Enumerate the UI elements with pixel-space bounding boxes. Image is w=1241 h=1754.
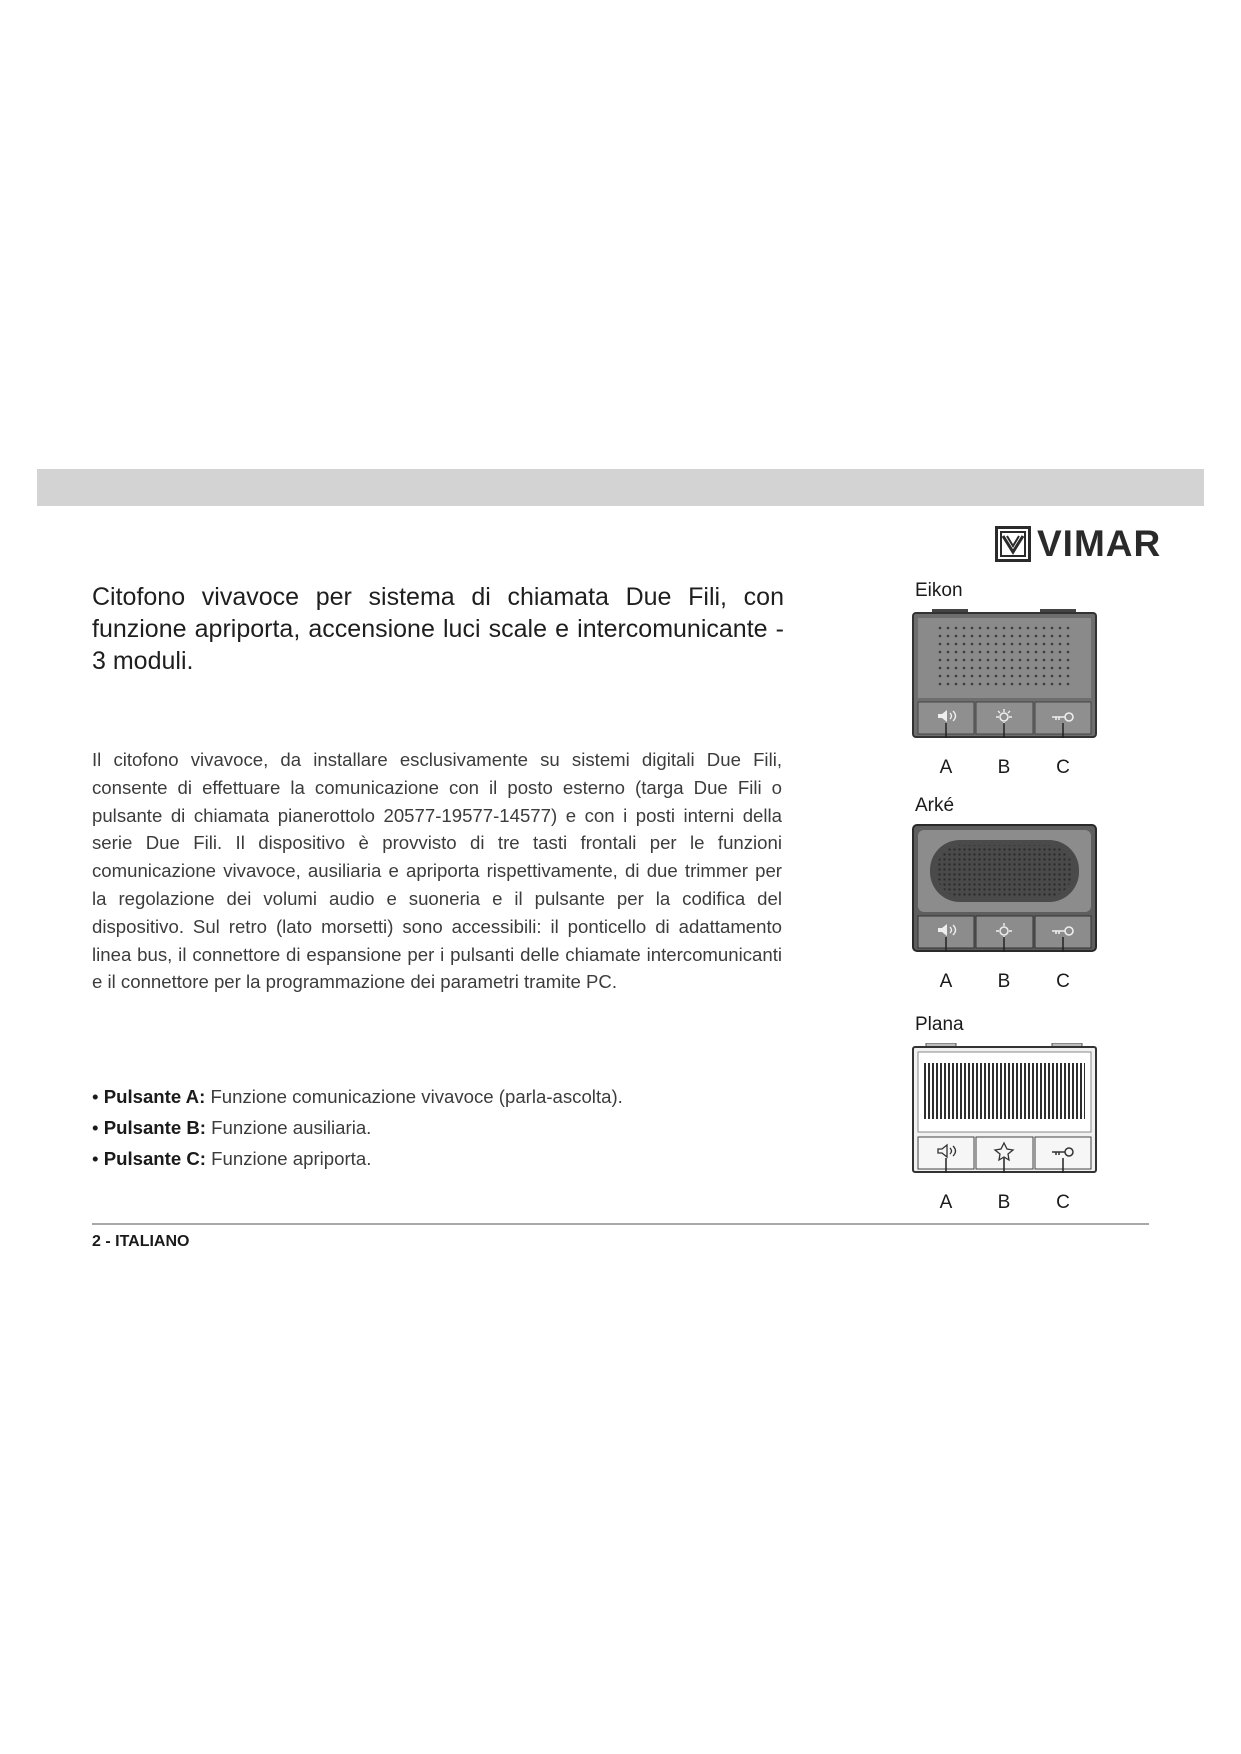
page-footer: 2 - ITALIANO — [92, 1233, 190, 1250]
button-label-b: B — [997, 971, 1011, 992]
vimar-logo-icon — [995, 526, 1031, 562]
vimar-logo — [995, 523, 1162, 564]
brand-name: VIMAR — [1037, 523, 1162, 564]
bullet-label: Pulsante A: — [103, 1086, 206, 1107]
device-label-eikon: Eikon — [915, 580, 963, 601]
bullet-marker: • — [92, 1148, 99, 1169]
bullet-label: Pulsante B: — [103, 1117, 206, 1138]
arke-button-labels — [912, 971, 1097, 993]
bullet-text: Funzione ausiliaria. — [205, 1117, 372, 1138]
button-label-a: A — [939, 1192, 953, 1213]
arke-device-image — [912, 822, 1097, 952]
button-function-list — [92, 1081, 623, 1174]
bullet-marker: • — [92, 1117, 99, 1138]
button-label-b: B — [997, 757, 1011, 778]
bullet-text: Funzione apriporta. — [205, 1148, 372, 1169]
list-item — [92, 1081, 623, 1112]
plana-button-labels — [912, 1192, 1097, 1214]
header-band — [37, 469, 1204, 506]
button-label-c: C — [1056, 1192, 1070, 1213]
eikon-button-labels — [912, 757, 1097, 779]
button-label-a: A — [939, 757, 953, 778]
page-title: Citofono vivavoce per sistema di chiamata Due Fili, con funzione apriporta, accensione luci scale e intercomunicante - 3 moduli. — [92, 583, 784, 675]
device-label-plana: Plana — [915, 1014, 964, 1035]
button-label-c: C — [1056, 971, 1070, 992]
bullet-label: Pulsante C: — [103, 1148, 206, 1169]
plana-device-image — [912, 1043, 1097, 1173]
list-item — [92, 1112, 623, 1143]
button-label-a: A — [939, 971, 953, 992]
bullet-marker: • — [92, 1086, 99, 1107]
list-item — [92, 1143, 623, 1174]
button-label-b: B — [997, 1192, 1011, 1213]
device-label-arke: Arké — [915, 795, 955, 816]
eikon-device-image — [912, 608, 1097, 738]
bullet-text: Funzione comunicazione vivavoce (parla-ascolta). — [205, 1086, 623, 1107]
footer-divider — [92, 1223, 1149, 1225]
button-label-c: C — [1056, 757, 1070, 778]
description-paragraph: Il citofono vivavoce, da installare esclusivamente su sistemi digitali Due Fili, consente di effettuare la comunicazione con il posto esterno (targa Due Fili o pulsante di chiamata pianerottolo 20577-19577-14577) e con i posti interni della serie Due Fili. Il dispositivo è provvisto di tre tasti frontali per le funzioni comunicazione vivavoce, ausiliaria e apriporta rispettivamente, di due trimmer per la regolazione dei volumi audio e suoneria e il pulsante per la codifica del dispositivo. Sul retro (lato morsetti) sono accessibili: il ponticello di adattamento linea bus, il connettore di espansione per i pulsanti delle chiamate intercomunicanti e il connettore per la programmazione dei parametri tramite PC. — [92, 749, 782, 993]
